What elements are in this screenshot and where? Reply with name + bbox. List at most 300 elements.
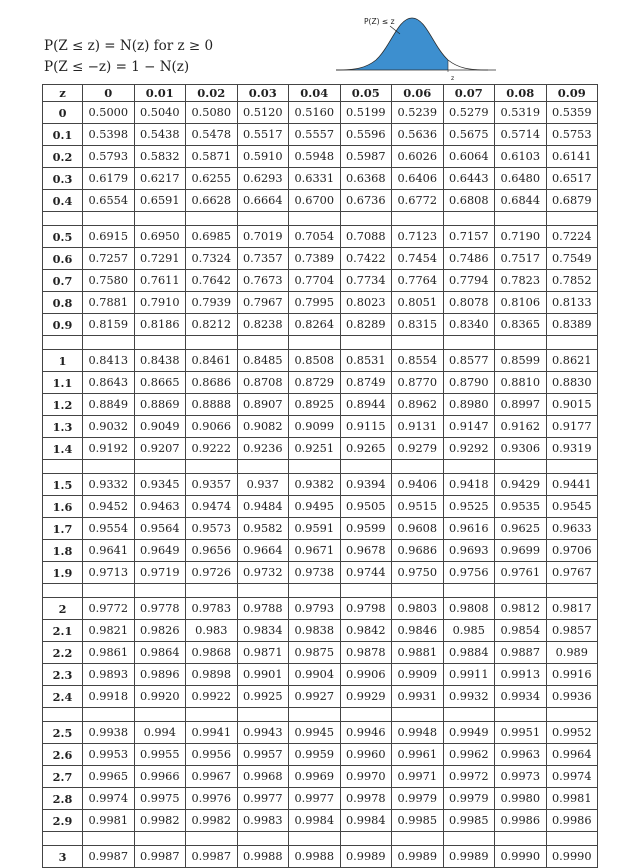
header-col-7: 0.06	[392, 85, 444, 102]
probability-cell: 0.7454	[392, 248, 444, 270]
probability-cell: 0.8078	[443, 292, 495, 314]
z-value-cell: 1.6	[43, 496, 83, 518]
probability-cell: 0.7764	[392, 270, 444, 292]
probability-cell: 0.9981	[546, 788, 598, 810]
probability-cell: 0.9911	[443, 664, 495, 686]
probability-cell: 0.9671	[289, 540, 341, 562]
spacer-cell	[134, 460, 186, 474]
probability-cell: 0.9788	[237, 598, 289, 620]
probability-cell: 0.9953	[83, 744, 135, 766]
probability-cell: 0.8849	[83, 394, 135, 416]
probability-cell: 0.9987	[186, 846, 238, 868]
table-row	[43, 416, 598, 438]
z-value-cell: 2.5	[43, 722, 83, 744]
table-row	[43, 722, 598, 744]
probability-cell: 0.9756	[443, 562, 495, 584]
probability-cell: 0.9988	[289, 846, 341, 868]
probability-cell: 0.9988	[237, 846, 289, 868]
probability-cell: 0.9251	[289, 438, 341, 460]
group-spacer	[43, 708, 598, 722]
probability-cell: 0.9974	[83, 788, 135, 810]
probability-cell: 0.9857	[546, 620, 598, 642]
probability-cell: 0.8980	[443, 394, 495, 416]
probability-cell: 0.9357	[186, 474, 238, 496]
probability-cell: 0.5832	[134, 146, 186, 168]
probability-cell: 0.5557	[289, 124, 341, 146]
probability-cell: 0.9896	[134, 664, 186, 686]
spacer-cell	[43, 212, 83, 226]
table-row	[43, 766, 598, 788]
probability-cell: 0.5438	[134, 124, 186, 146]
spacer-cell	[443, 460, 495, 474]
probability-cell: 0.9292	[443, 438, 495, 460]
probability-cell: 0.6700	[289, 190, 341, 212]
probability-cell: 0.9608	[392, 518, 444, 540]
probability-cell: 0.9987	[83, 846, 135, 868]
header-col-1: 0	[83, 85, 135, 102]
probability-cell: 0.983	[186, 620, 238, 642]
probability-cell: 0.6985	[186, 226, 238, 248]
spacer-cell	[546, 708, 598, 722]
probability-cell: 0.6517	[546, 168, 598, 190]
table-row	[43, 598, 598, 620]
z-value-cell: 2.9	[43, 810, 83, 832]
probability-cell: 0.8997	[495, 394, 547, 416]
probability-cell: 0.8888	[186, 394, 238, 416]
probability-cell: 0.9934	[495, 686, 547, 708]
probability-cell: 0.9927	[289, 686, 341, 708]
z-value-cell: 2	[43, 598, 83, 620]
header-col-2: 0.01	[134, 85, 186, 102]
header-col-4: 0.03	[237, 85, 289, 102]
probability-cell: 0.9941	[186, 722, 238, 744]
spacer-cell	[443, 336, 495, 350]
probability-cell: 0.8925	[289, 394, 341, 416]
spacer-cell	[289, 336, 341, 350]
spacer-cell	[392, 832, 444, 846]
probability-cell: 0.8289	[340, 314, 392, 336]
probability-cell: 0.9986	[495, 810, 547, 832]
probability-cell: 0.6915	[83, 226, 135, 248]
probability-cell: 0.8708	[237, 372, 289, 394]
probability-cell: 0.7088	[340, 226, 392, 248]
probability-cell: 0.9931	[392, 686, 444, 708]
spacer-cell	[237, 212, 289, 226]
probability-cell: 0.9884	[443, 642, 495, 664]
spacer-cell	[237, 584, 289, 598]
probability-cell: 0.9015	[546, 394, 598, 416]
probability-cell: 0.6664	[237, 190, 289, 212]
probability-cell: 0.9834	[237, 620, 289, 642]
probability-cell: 0.9656	[186, 540, 238, 562]
probability-cell: 0.9474	[186, 496, 238, 518]
probability-cell: 0.9099	[289, 416, 341, 438]
probability-cell: 0.9732	[237, 562, 289, 584]
spacer-cell	[495, 708, 547, 722]
probability-cell: 0.9525	[443, 496, 495, 518]
z-value-cell: 0.9	[43, 314, 83, 336]
probability-cell: 0.9956	[186, 744, 238, 766]
probability-cell: 0.7580	[83, 270, 135, 292]
probability-cell: 0.9949	[443, 722, 495, 744]
probability-cell: 0.9236	[237, 438, 289, 460]
probability-cell: 0.9948	[392, 722, 444, 744]
spacer-cell	[134, 336, 186, 350]
formula-line-2: P(Z ≤ −z) = 1 − N(z)	[44, 59, 190, 75]
table-row	[43, 372, 598, 394]
header-col-6: 0.05	[340, 85, 392, 102]
probability-cell: 0.8365	[495, 314, 547, 336]
probability-cell: 0.6879	[546, 190, 598, 212]
probability-cell: 0.9893	[83, 664, 135, 686]
probability-cell: 0.7019	[237, 226, 289, 248]
probability-cell: 0.8340	[443, 314, 495, 336]
probability-cell: 0.6103	[495, 146, 547, 168]
header-col-8: 0.07	[443, 85, 495, 102]
probability-cell: 0.9162	[495, 416, 547, 438]
spacer-cell	[340, 460, 392, 474]
probability-cell: 0.9936	[546, 686, 598, 708]
probability-cell: 0.9964	[546, 744, 598, 766]
probability-cell: 0.5517	[237, 124, 289, 146]
probability-cell: 0.8554	[392, 350, 444, 372]
probability-cell: 0.8907	[237, 394, 289, 416]
probability-cell: 0.9394	[340, 474, 392, 496]
spacer-cell	[83, 832, 135, 846]
probability-cell: 0.9977	[289, 788, 341, 810]
z-value-cell: 0.8	[43, 292, 83, 314]
z-value-cell: 1.3	[43, 416, 83, 438]
probability-cell: 0.9082	[237, 416, 289, 438]
probability-cell: 0.8389	[546, 314, 598, 336]
probability-cell: 0.5319	[495, 102, 547, 124]
probability-cell: 0.6591	[134, 190, 186, 212]
spacer-cell	[134, 584, 186, 598]
probability-cell: 0.9750	[392, 562, 444, 584]
probability-cell: 0.6026	[392, 146, 444, 168]
probability-cell: 0.9854	[495, 620, 547, 642]
probability-cell: 0.6217	[134, 168, 186, 190]
probability-cell: 0.7881	[83, 292, 135, 314]
probability-cell: 0.9545	[546, 496, 598, 518]
probability-cell: 0.7823	[495, 270, 547, 292]
spacer-cell	[43, 460, 83, 474]
probability-cell: 0.7549	[546, 248, 598, 270]
z-value-cell: 2.8	[43, 788, 83, 810]
probability-cell: 0.9951	[495, 722, 547, 744]
probability-cell: 0.8186	[134, 314, 186, 336]
group-spacer	[43, 584, 598, 598]
probability-cell: 0.5120	[237, 102, 289, 124]
probability-cell: 0.9938	[83, 722, 135, 744]
spacer-cell	[392, 584, 444, 598]
group-spacer	[43, 832, 598, 846]
probability-cell: 0.6950	[134, 226, 186, 248]
probability-cell: 0.5793	[83, 146, 135, 168]
formula-line-1: P(Z ≤ z) = N(z) for z ≥ 0	[44, 38, 214, 54]
probability-cell: 0.9582	[237, 518, 289, 540]
probability-cell: 0.9633	[546, 518, 598, 540]
probability-cell: 0.9812	[495, 598, 547, 620]
probability-cell: 0.9955	[134, 744, 186, 766]
z-value-cell: 2.3	[43, 664, 83, 686]
z-value-cell: 0.4	[43, 190, 83, 212]
probability-cell: 0.8461	[186, 350, 238, 372]
probability-cell: 0.9738	[289, 562, 341, 584]
probability-cell: 0.5279	[443, 102, 495, 124]
probability-cell: 0.9913	[495, 664, 547, 686]
table-row	[43, 248, 598, 270]
probability-cell: 0.5160	[289, 102, 341, 124]
header-col-9: 0.08	[495, 85, 547, 102]
probability-cell: 0.8686	[186, 372, 238, 394]
probability-cell: 0.9726	[186, 562, 238, 584]
probability-cell: 0.8531	[340, 350, 392, 372]
table-row	[43, 788, 598, 810]
z-value-cell: 0.1	[43, 124, 83, 146]
probability-cell: 0.7517	[495, 248, 547, 270]
table-row	[43, 168, 598, 190]
probability-cell: 0.9032	[83, 416, 135, 438]
probability-cell: 0.5910	[237, 146, 289, 168]
probability-cell: 0.8508	[289, 350, 341, 372]
probability-cell: 0.9429	[495, 474, 547, 496]
probability-cell: 0.9987	[134, 846, 186, 868]
probability-cell: 0.8729	[289, 372, 341, 394]
spacer-cell	[83, 460, 135, 474]
probability-cell: 0.9904	[289, 664, 341, 686]
probability-cell: 0.9678	[340, 540, 392, 562]
spacer-cell	[289, 460, 341, 474]
probability-cell: 0.9970	[340, 766, 392, 788]
probability-cell: 0.9382	[289, 474, 341, 496]
spacer-cell	[83, 584, 135, 598]
probability-cell: 0.8133	[546, 292, 598, 314]
probability-cell: 0.7967	[237, 292, 289, 314]
group-spacer	[43, 212, 598, 226]
probability-cell: 0.9699	[495, 540, 547, 562]
probability-cell: 0.9332	[83, 474, 135, 496]
probability-cell: 0.7190	[495, 226, 547, 248]
spacer-cell	[392, 708, 444, 722]
probability-cell: 0.7995	[289, 292, 341, 314]
normal-curve-figure	[336, 10, 506, 90]
probability-cell: 0.9968	[237, 766, 289, 788]
probability-cell: 0.9222	[186, 438, 238, 460]
spacer-cell	[340, 708, 392, 722]
probability-cell: 0.8962	[392, 394, 444, 416]
probability-cell: 0.7734	[340, 270, 392, 292]
probability-cell: 0.9920	[134, 686, 186, 708]
probability-cell: 0.9793	[289, 598, 341, 620]
probability-cell: 0.9974	[546, 766, 598, 788]
probability-cell: 0.9989	[392, 846, 444, 868]
table-row	[43, 474, 598, 496]
probability-cell: 0.6141	[546, 146, 598, 168]
probability-cell: 0.9783	[186, 598, 238, 620]
table-row	[43, 190, 598, 212]
z-value-cell: 0.7	[43, 270, 83, 292]
probability-cell: 0.9906	[340, 664, 392, 686]
probability-cell: 0.9649	[134, 540, 186, 562]
probability-cell: 0.9319	[546, 438, 598, 460]
z-value-cell: 2.1	[43, 620, 83, 642]
probability-cell: 0.9505	[340, 496, 392, 518]
probability-cell: 0.9713	[83, 562, 135, 584]
probability-cell: 0.994	[134, 722, 186, 744]
table-row	[43, 102, 598, 124]
header-col-10: 0.09	[546, 85, 598, 102]
spacer-cell	[495, 212, 547, 226]
probability-cell: 0.9452	[83, 496, 135, 518]
z-value-cell: 3	[43, 846, 83, 868]
probability-cell: 0.9925	[237, 686, 289, 708]
table-row	[43, 124, 598, 146]
z-value-cell: 1.2	[43, 394, 83, 416]
table-row	[43, 686, 598, 708]
probability-cell: 0.9985	[392, 810, 444, 832]
z-value-cell: 0.5	[43, 226, 83, 248]
formula-block	[44, 36, 213, 78]
table-row	[43, 540, 598, 562]
probability-cell: 0.8577	[443, 350, 495, 372]
probability-cell: 0.9972	[443, 766, 495, 788]
spacer-cell	[134, 212, 186, 226]
probability-cell: 0.9535	[495, 496, 547, 518]
probability-cell: 0.9861	[83, 642, 135, 664]
probability-cell: 0.9881	[392, 642, 444, 664]
probability-cell: 0.9943	[237, 722, 289, 744]
probability-cell: 0.9821	[83, 620, 135, 642]
probability-cell: 0.9952	[546, 722, 598, 744]
z-value-cell: 2.6	[43, 744, 83, 766]
probability-cell: 0.9207	[134, 438, 186, 460]
probability-cell: 0.9345	[134, 474, 186, 496]
probability-cell: 0.6480	[495, 168, 547, 190]
probability-cell: 0.9922	[186, 686, 238, 708]
z-value-cell: 0.2	[43, 146, 83, 168]
probability-cell: 0.989	[546, 642, 598, 664]
probability-cell: 0.6554	[83, 190, 135, 212]
spacer-cell	[546, 832, 598, 846]
spacer-cell	[495, 584, 547, 598]
probability-cell: 0.9625	[495, 518, 547, 540]
probability-cell: 0.9591	[289, 518, 341, 540]
probability-cell: 0.9982	[134, 810, 186, 832]
probability-cell: 0.9192	[83, 438, 135, 460]
probability-cell: 0.9901	[237, 664, 289, 686]
probability-cell: 0.9066	[186, 416, 238, 438]
spacer-cell	[546, 336, 598, 350]
probability-cell: 0.7054	[289, 226, 341, 248]
probability-cell: 0.7910	[134, 292, 186, 314]
spacer-cell	[186, 832, 238, 846]
probability-cell: 0.5675	[443, 124, 495, 146]
probability-cell: 0.9961	[392, 744, 444, 766]
probability-cell: 0.9983	[237, 810, 289, 832]
z-value-cell: 0.6	[43, 248, 83, 270]
probability-cell: 0.9564	[134, 518, 186, 540]
probability-cell: 0.9929	[340, 686, 392, 708]
probability-cell: 0.9875	[289, 642, 341, 664]
spacer-cell	[443, 584, 495, 598]
spacer-cell	[443, 708, 495, 722]
z-value-cell: 1.1	[43, 372, 83, 394]
probability-cell: 0.9761	[495, 562, 547, 584]
probability-cell: 0.8665	[134, 372, 186, 394]
probability-cell: 0.9986	[546, 810, 598, 832]
probability-cell: 0.6772	[392, 190, 444, 212]
probability-cell: 0.9871	[237, 642, 289, 664]
probability-cell: 0.9909	[392, 664, 444, 686]
probability-cell: 0.8830	[546, 372, 598, 394]
group-spacer	[43, 460, 598, 474]
probability-cell: 0.9981	[83, 810, 135, 832]
table-row	[43, 350, 598, 372]
probability-cell: 0.9965	[83, 766, 135, 788]
table-row	[43, 620, 598, 642]
probability-cell: 0.9989	[340, 846, 392, 868]
probability-cell: 0.8810	[495, 372, 547, 394]
probability-cell: 0.9599	[340, 518, 392, 540]
probability-cell: 0.5753	[546, 124, 598, 146]
probability-cell: 0.6368	[340, 168, 392, 190]
probability-cell: 0.8599	[495, 350, 547, 372]
spacer-cell	[186, 708, 238, 722]
probability-cell: 0.8106	[495, 292, 547, 314]
probability-cell: 0.9868	[186, 642, 238, 664]
probability-cell: 0.6628	[186, 190, 238, 212]
table-body	[43, 102, 598, 868]
z-axis-label: z	[451, 75, 455, 82]
probability-cell: 0.7389	[289, 248, 341, 270]
table-row	[43, 642, 598, 664]
probability-cell: 0.9798	[340, 598, 392, 620]
probability-cell: 0.9554	[83, 518, 135, 540]
probability-cell: 0.9945	[289, 722, 341, 744]
z-value-cell: 2.4	[43, 686, 83, 708]
probability-cell: 0.9878	[340, 642, 392, 664]
table-row	[43, 270, 598, 292]
probability-cell: 0.8770	[392, 372, 444, 394]
spacer-cell	[289, 584, 341, 598]
spacer-cell	[443, 212, 495, 226]
header-col-5: 0.04	[289, 85, 341, 102]
z-value-cell: 2.7	[43, 766, 83, 788]
probability-cell: 0.9817	[546, 598, 598, 620]
probability-cell: 0.7673	[237, 270, 289, 292]
spacer-cell	[134, 832, 186, 846]
probability-cell: 0.9932	[443, 686, 495, 708]
probability-cell: 0.8438	[134, 350, 186, 372]
probability-cell: 0.9772	[83, 598, 135, 620]
probability-cell: 0.9990	[495, 846, 547, 868]
probability-cell: 0.9177	[546, 416, 598, 438]
table-row	[43, 314, 598, 336]
probability-cell: 0.5871	[186, 146, 238, 168]
probability-cell: 0.5596	[340, 124, 392, 146]
spacer-cell	[546, 212, 598, 226]
probability-cell: 0.9515	[392, 496, 444, 518]
spacer-cell	[495, 336, 547, 350]
probability-cell: 0.9049	[134, 416, 186, 438]
probability-cell: 0.9989	[443, 846, 495, 868]
probability-cell: 0.9980	[495, 788, 547, 810]
probability-cell: 0.9990	[546, 846, 598, 868]
probability-cell: 0.9946	[340, 722, 392, 744]
probability-cell: 0.5948	[289, 146, 341, 168]
table-row	[43, 846, 598, 868]
